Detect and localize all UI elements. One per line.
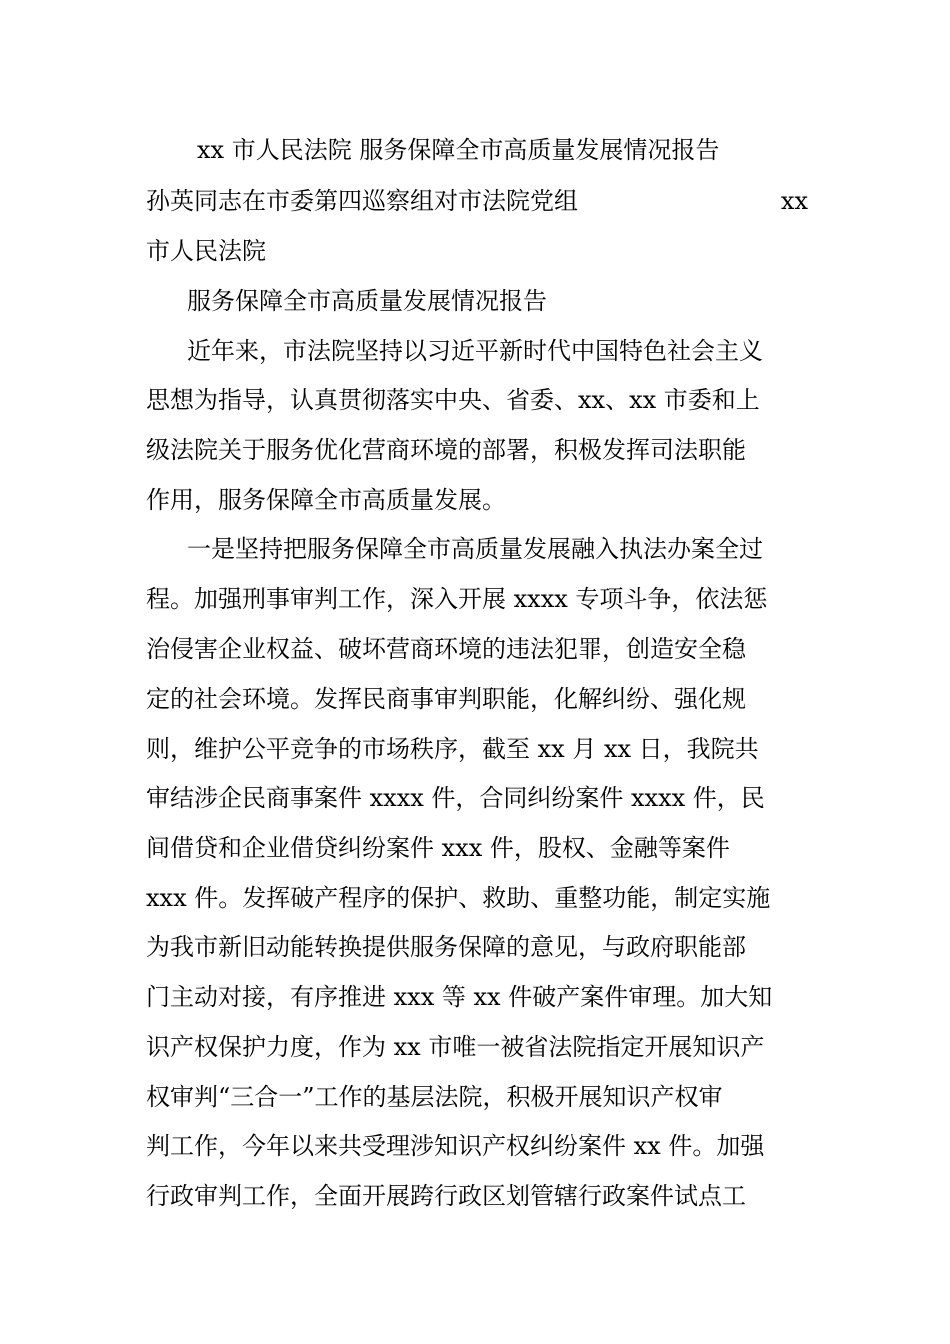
byline-suffix: xx bbox=[780, 187, 808, 215]
byline bbox=[146, 183, 808, 219]
document-subtitle: 服务保障全市高质量发展情况报告 bbox=[187, 287, 547, 315]
document-title: xx 市人民法院 服务保障全市高质量发展情况报告 bbox=[197, 136, 720, 164]
paragraph-2-line: xxx 件。发挥破产程序的保护、救助、重整功能，制定实施 bbox=[146, 884, 771, 912]
paragraph-2-line: 为我市新旧动能转换提供服务保障的意见，与政府职能部 bbox=[146, 933, 746, 961]
paragraph-1-line: 级法院关于服务优化营商环境的部署，积极发挥司法职能 bbox=[146, 436, 746, 464]
paragraph-2-line: 一是坚持把服务保障全市高质量发展融入执法办案全过 bbox=[187, 535, 763, 563]
paragraph-2-line: 治侵害企业权益、破坏营商环境的违法犯罪，创造安全稳 bbox=[146, 635, 746, 663]
byline-continuation: 市人民法院 bbox=[146, 237, 266, 265]
paragraph-1-line: 作用，服务保障全市高质量发展。 bbox=[146, 486, 506, 514]
paragraph-2-line: 程。加强刑事审判工作，深入开展 xxxx 专项斗争，依法惩 bbox=[146, 585, 768, 613]
paragraph-2-line: 间借贷和企业借贷纠纷案件 xxx 件，股权、金融等案件 bbox=[146, 834, 730, 862]
paragraph-2-line: 行政审判工作，全面开展跨行政区划管辖行政案件试点工 bbox=[146, 1182, 746, 1210]
paragraph-2-line: 则，维护公平竞争的市场秩序，截至 xx 月 xx 日，我院共 bbox=[146, 735, 759, 763]
paragraph-2-line: 判工作，今年以来共受理涉知识产权纠纷案件 xx 件。加强 bbox=[146, 1132, 765, 1160]
paragraph-2-line: 识产权保护力度，作为 xx 市唯一被省法院指定开展知识产 bbox=[146, 1033, 765, 1061]
paragraph-1-line: 思想为指导，认真贯彻落实中央、省委、xx、xx 市委和上 bbox=[146, 386, 760, 414]
byline-text: 孙英同志在市委第四巡察组对市法院党组 bbox=[146, 187, 578, 215]
paragraph-2-line: 权审判“三合一”工作的基层法院，积极开展知识产权审 bbox=[146, 1083, 723, 1111]
paragraph-2-line: 门主动对接，有序推进 xxx 等 xx 件破产案件审理。加大知 bbox=[146, 983, 773, 1011]
paragraph-2-line: 审结涉企民商事案件 xxxx 件，合同纠纷案件 xxxx 件，民 bbox=[146, 784, 765, 812]
paragraph-2-line: 定的社会环境。发挥民商事审判职能，化解纠纷、强化规 bbox=[146, 685, 746, 713]
paragraph-1-line: 近年来，市法院坚持以习近平新时代中国特色社会主义 bbox=[187, 337, 763, 365]
